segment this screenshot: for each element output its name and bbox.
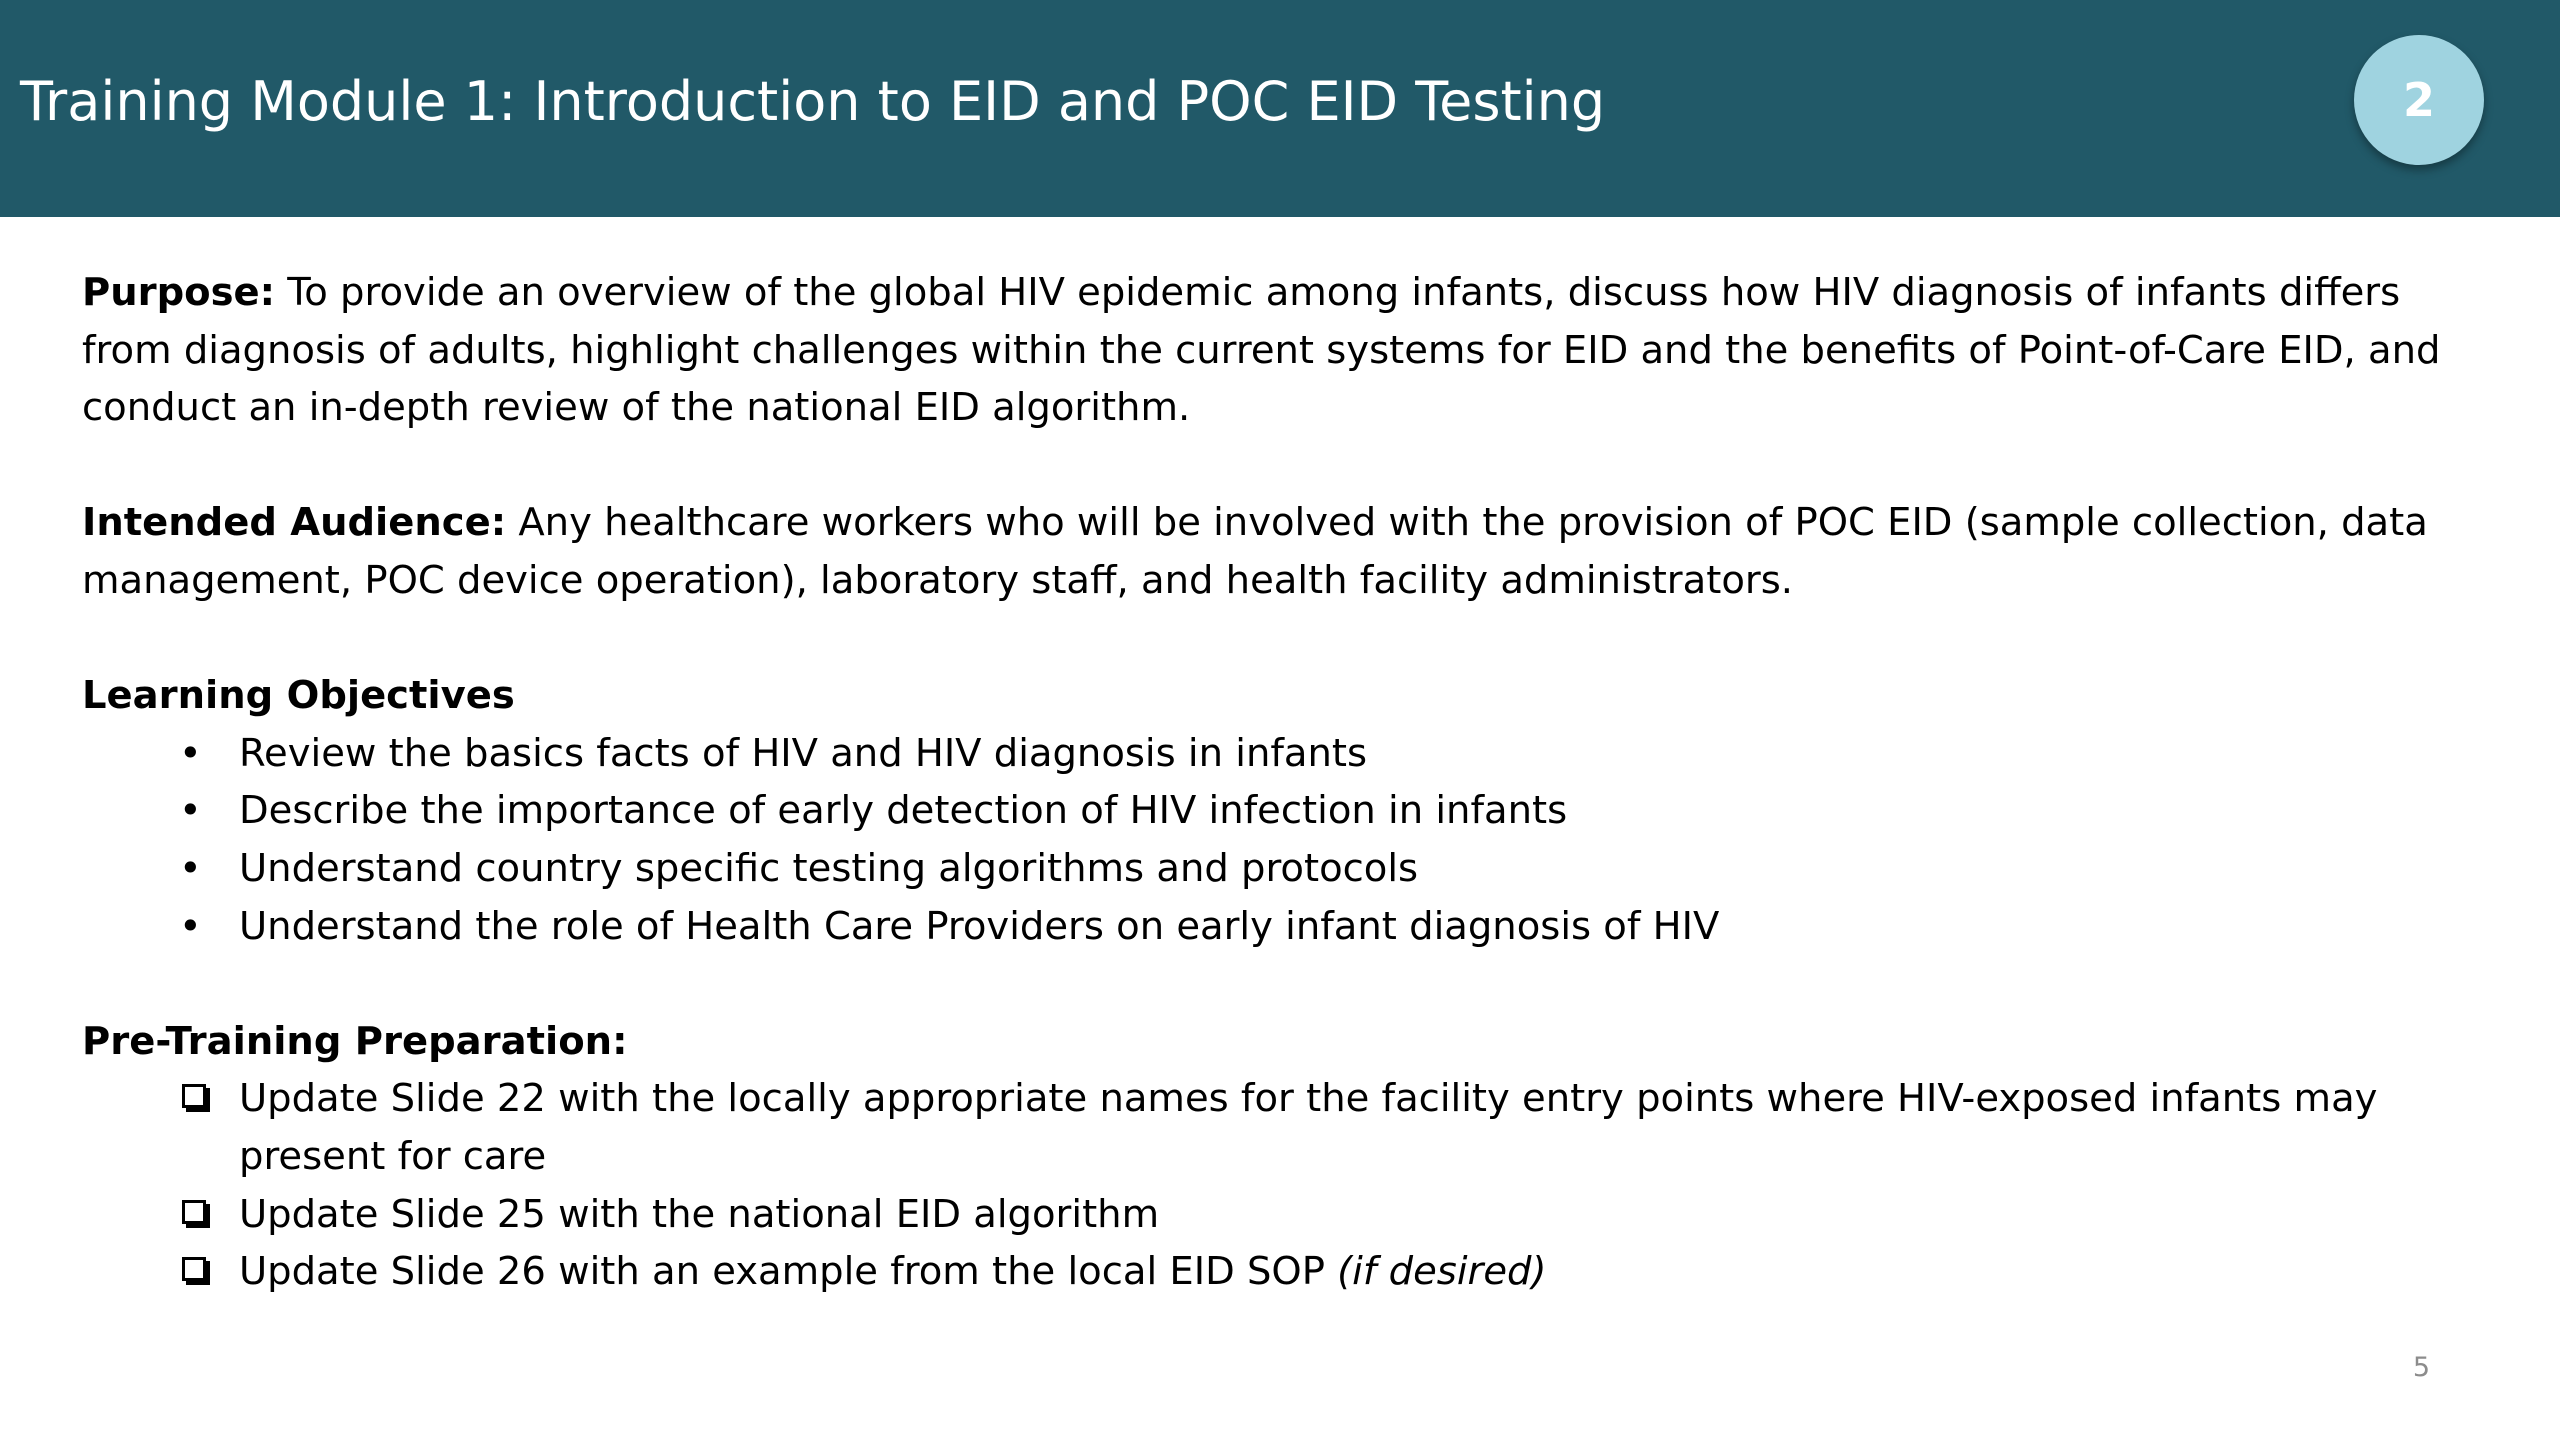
page-number: 5 [2412,1352,2430,1383]
objective-text: Review the basics facts of HIV and HIV diagnosis in infants [239,730,1368,776]
checklist-item [82,1243,2482,1301]
checkbox-icon [182,1200,206,1224]
checklist-item [82,1186,2482,1244]
checklist-item [82,1070,2482,1185]
list-item [82,840,2482,898]
purpose-text: To provide an overview of the global HIV epidemic among infants, discuss how HIV diagnosis of infants differs from diagnosis of adults, highlight challenges within the current systems for EID and the benefits of Point-of-Care EID, and conduct an in-depth review of the national EID algorithm. [82,270,2441,431]
objectives-list [82,725,2482,955]
purpose-paragraph [82,264,2482,437]
spacer [82,955,2482,1013]
preparation-checklist [82,1070,2482,1300]
bullet-icon: • [179,903,202,949]
checkbox-icon [182,1257,206,1281]
audience-text: Any healthcare workers who will be involved with the provision of POC EID (sample collection, data management, POC device operation), laboratory staff, and health facility administrators. [82,500,2428,603]
spacer [82,610,2482,668]
list-item [82,725,2482,783]
bullet-icon: • [179,788,202,834]
checklist-text: Update Slide 26 with an example from the local EID SOP [239,1249,1338,1295]
list-item [82,782,2482,840]
purpose-label: Purpose: [82,270,276,315]
slide-title: Training Module 1: Introduction to EID and POC EID Testing [20,70,1606,133]
checklist-text: Update Slide 22 with the locally appropriate names for the facility entry points where HIV-exposed infants may present for care [239,1076,2378,1179]
checkbox-icon [182,1084,206,1108]
objective-text: Understand the role of Health Care Providers on early infant diagnosis of HIV [239,903,1720,949]
module-number-badge: 2 [2354,35,2484,165]
audience-paragraph [82,494,2482,609]
bullet-icon: • [179,730,202,776]
objective-text: Describe the importance of early detection of HIV infection in infants [239,788,1568,834]
objectives-heading: Learning Objectives [82,673,515,719]
preparation-heading: Pre-Training Preparation: [82,1018,628,1064]
audience-label: Intended Audience: [82,500,507,546]
title-bar [0,0,2560,217]
checklist-note: (if desired) [1337,1249,1547,1295]
objective-text: Understand country specific testing algorithms and protocols [239,845,1419,891]
checklist-text: Update Slide 25 with the national EID algorithm [239,1191,1160,1237]
slide-body [82,264,2482,1301]
bullet-icon: • [179,845,202,891]
spacer [82,437,2482,495]
list-item [82,898,2482,956]
